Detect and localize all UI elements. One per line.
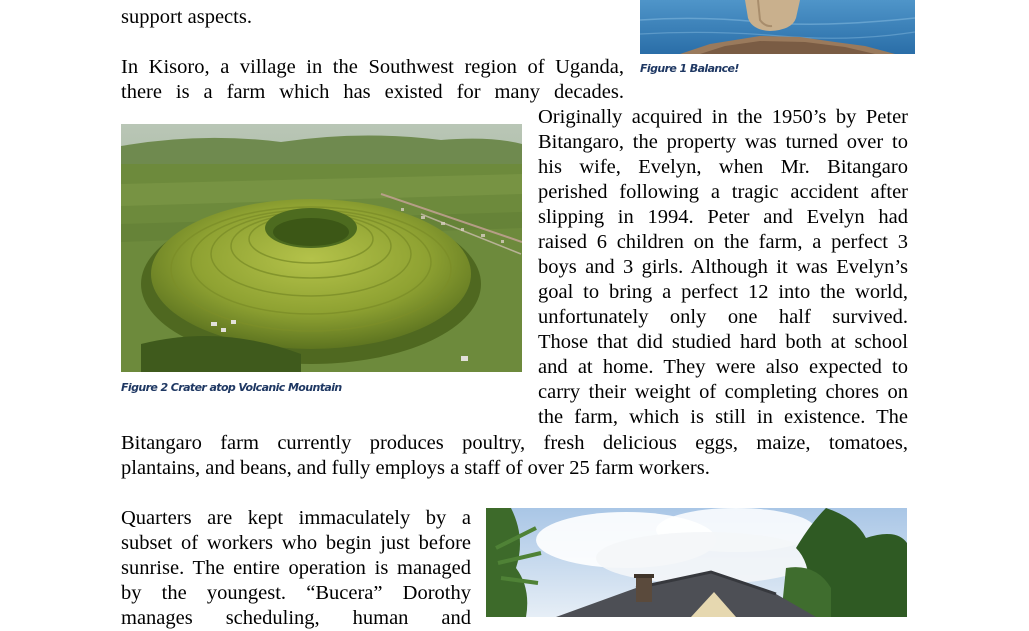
figure-1-caption: Figure 1 Balance! <box>640 62 739 75</box>
side-line: carry their weight of completing chores on <box>538 381 908 403</box>
figure-1-balancing-rock-image <box>640 0 915 54</box>
side-line: Originally acquired in the 1950’s by Peter <box>538 106 908 128</box>
side-line: boys and 3 girls. Although it was Evelyn’s <box>538 256 908 278</box>
paragraph-1-side-column <box>538 105 908 430</box>
paragraph-2-line: by the youngest. “Bucera” Dorothy <box>121 582 471 604</box>
paragraph-0-tail: support aspects. <box>121 6 252 28</box>
paragraph-1-tail-line-2: plantains, and beans, and fully employs a staff of over 25 farm workers. <box>121 457 710 479</box>
paragraph-2-line: subset of workers who begin just before <box>121 532 471 554</box>
side-line: unfortunately only one half survived. <box>538 306 908 328</box>
side-line: raised 6 children on the farm, a perfect 3 <box>538 231 908 253</box>
paragraph-2-line: Quarters are kept immaculately by a <box>121 507 471 529</box>
paragraph-2-line: manages scheduling, human and <box>121 607 471 629</box>
side-line: Bitangaro, the property was turned over to <box>538 131 908 153</box>
side-line: and at home. They were also expected to <box>538 356 908 378</box>
side-line: his wife, Evelyn, when Mr. Bitangaro <box>538 156 908 178</box>
figure-2-volcanic-crater-image <box>121 124 522 372</box>
figure-2-caption: Figure 2 Crater atop Volcanic Mountain <box>121 381 342 394</box>
side-line: perished following a tragic accident after <box>538 181 908 203</box>
paragraph-2 <box>121 506 471 631</box>
side-line: the farm, which is still in existence. The <box>538 406 908 428</box>
side-line: slipping in 1994. Peter and Evelyn had <box>538 206 908 228</box>
paragraph-2-line: sunrise. The entire operation is managed <box>121 557 471 579</box>
figure-3-farmhouse-image <box>486 508 907 617</box>
paragraph-1-line-2: there is a farm which has existed for many decades. <box>121 81 624 103</box>
side-line: goal to bring a perfect 12 into the world, <box>538 281 908 303</box>
paragraph-1-tail-line-1: Bitangaro farm currently produces poultry, fresh delicious eggs, maize, tomatoes, <box>121 432 908 454</box>
paragraph-1-line-1: In Kisoro, a village in the Southwest region of Uganda, <box>121 56 624 78</box>
side-line: Those that did studied hard both at school <box>538 331 908 353</box>
